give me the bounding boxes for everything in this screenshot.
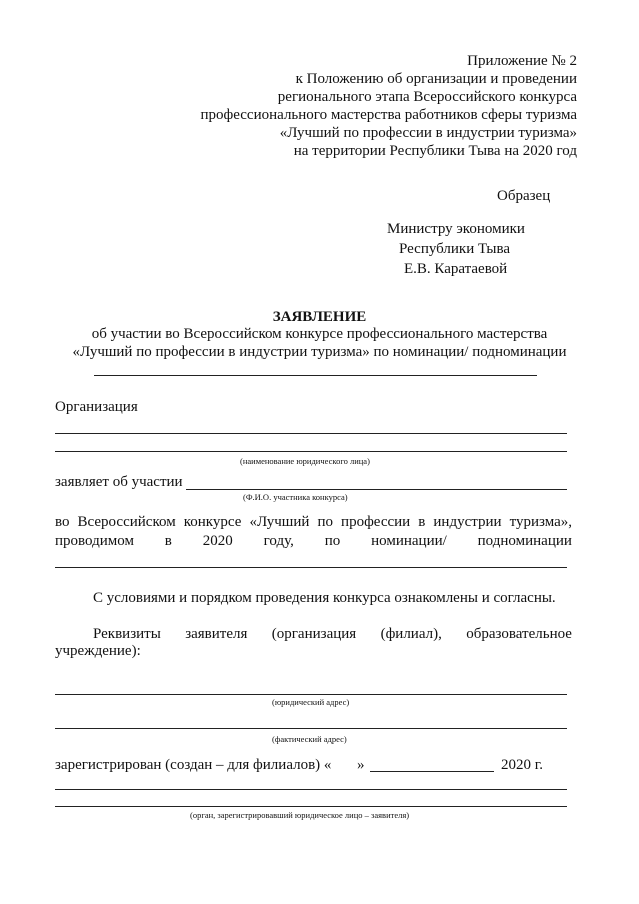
agreement-text: С условиями и порядком проведения конкурса ознакомлены и согласны.: [93, 590, 556, 606]
registrar-field-line[interactable]: [55, 806, 567, 807]
word: образовательное: [466, 626, 572, 642]
nomination-field-line[interactable]: [55, 567, 567, 568]
addressee-line: Республики Тыва: [399, 241, 511, 257]
registered-year: 2020 г.: [501, 757, 543, 773]
subtitle-line: «Лучший по профессии в индустрии туризма» по номинации/ подноминации: [72, 344, 567, 360]
document-title: ЗАЯВЛЕНИЕ: [272, 309, 367, 325]
actual-address-caption: (фактический адрес): [272, 734, 347, 744]
registered-quote-close: »: [357, 757, 365, 773]
word: по: [324, 533, 341, 549]
contest-line: во Всероссийском конкурсе «Лучший по профессии в индустрии туризма»,: [55, 514, 572, 530]
word: (филиал),: [380, 626, 442, 642]
participant-caption: (Ф.И.О. участника конкурса): [243, 492, 348, 502]
subtitle-line: об участии во Всероссийском конкурсе профессионального мастерства: [91, 326, 548, 342]
registered-label: зарегистрирован (создан – для филиалов) «: [55, 757, 332, 773]
legal-address-field-line[interactable]: [55, 694, 567, 695]
addressee-line: Е.В. Каратаевой: [404, 261, 508, 277]
registrar-caption: (орган, зарегистрировавший юридическое лицо – заявителя): [190, 810, 410, 820]
org-name-caption: (наименование юридического лица): [240, 456, 370, 466]
registrar-field-line[interactable]: [55, 789, 567, 790]
appendix-line: «Лучший по профессии в индустрии туризма»: [279, 125, 577, 141]
details-line-2: учреждение):: [55, 643, 141, 659]
legal-address-caption: (юридический адрес): [272, 697, 350, 707]
word: (организация: [271, 626, 357, 642]
organization-label: Организация: [55, 399, 138, 415]
appendix-line: регионального этапа Всероссийского конкурса: [277, 89, 577, 105]
word: номинации/: [371, 533, 447, 549]
appendix-line: к Положению об организации и проведении: [295, 71, 577, 87]
word: проводимом: [55, 533, 134, 549]
word: подноминации: [477, 533, 572, 549]
appendix-header: [117, 52, 577, 160]
word: году,: [263, 533, 294, 549]
appendix-line: профессионального мастерства работников сферы туризма: [200, 107, 577, 123]
word: Реквизиты: [93, 626, 161, 642]
details-line-1: [93, 625, 572, 643]
organization-field-line[interactable]: [55, 433, 567, 434]
sample-label: Образец: [497, 188, 551, 204]
declares-label: заявляет об участии: [55, 474, 183, 490]
appendix-line: Приложение № 2: [467, 53, 577, 69]
word: 2020: [202, 533, 233, 549]
nomination-line: [94, 375, 537, 376]
word: в: [164, 533, 172, 549]
registered-date-field-line[interactable]: [370, 771, 494, 772]
participant-field-line[interactable]: [186, 489, 567, 490]
appendix-line: на территории Республики Тыва на 2020 год: [293, 143, 577, 159]
organization-field-line[interactable]: [55, 451, 567, 452]
actual-address-field-line[interactable]: [55, 728, 567, 729]
word: заявителя: [185, 626, 248, 642]
addressee-line: Министру экономики: [387, 221, 525, 237]
contest-line-2: [55, 532, 572, 550]
